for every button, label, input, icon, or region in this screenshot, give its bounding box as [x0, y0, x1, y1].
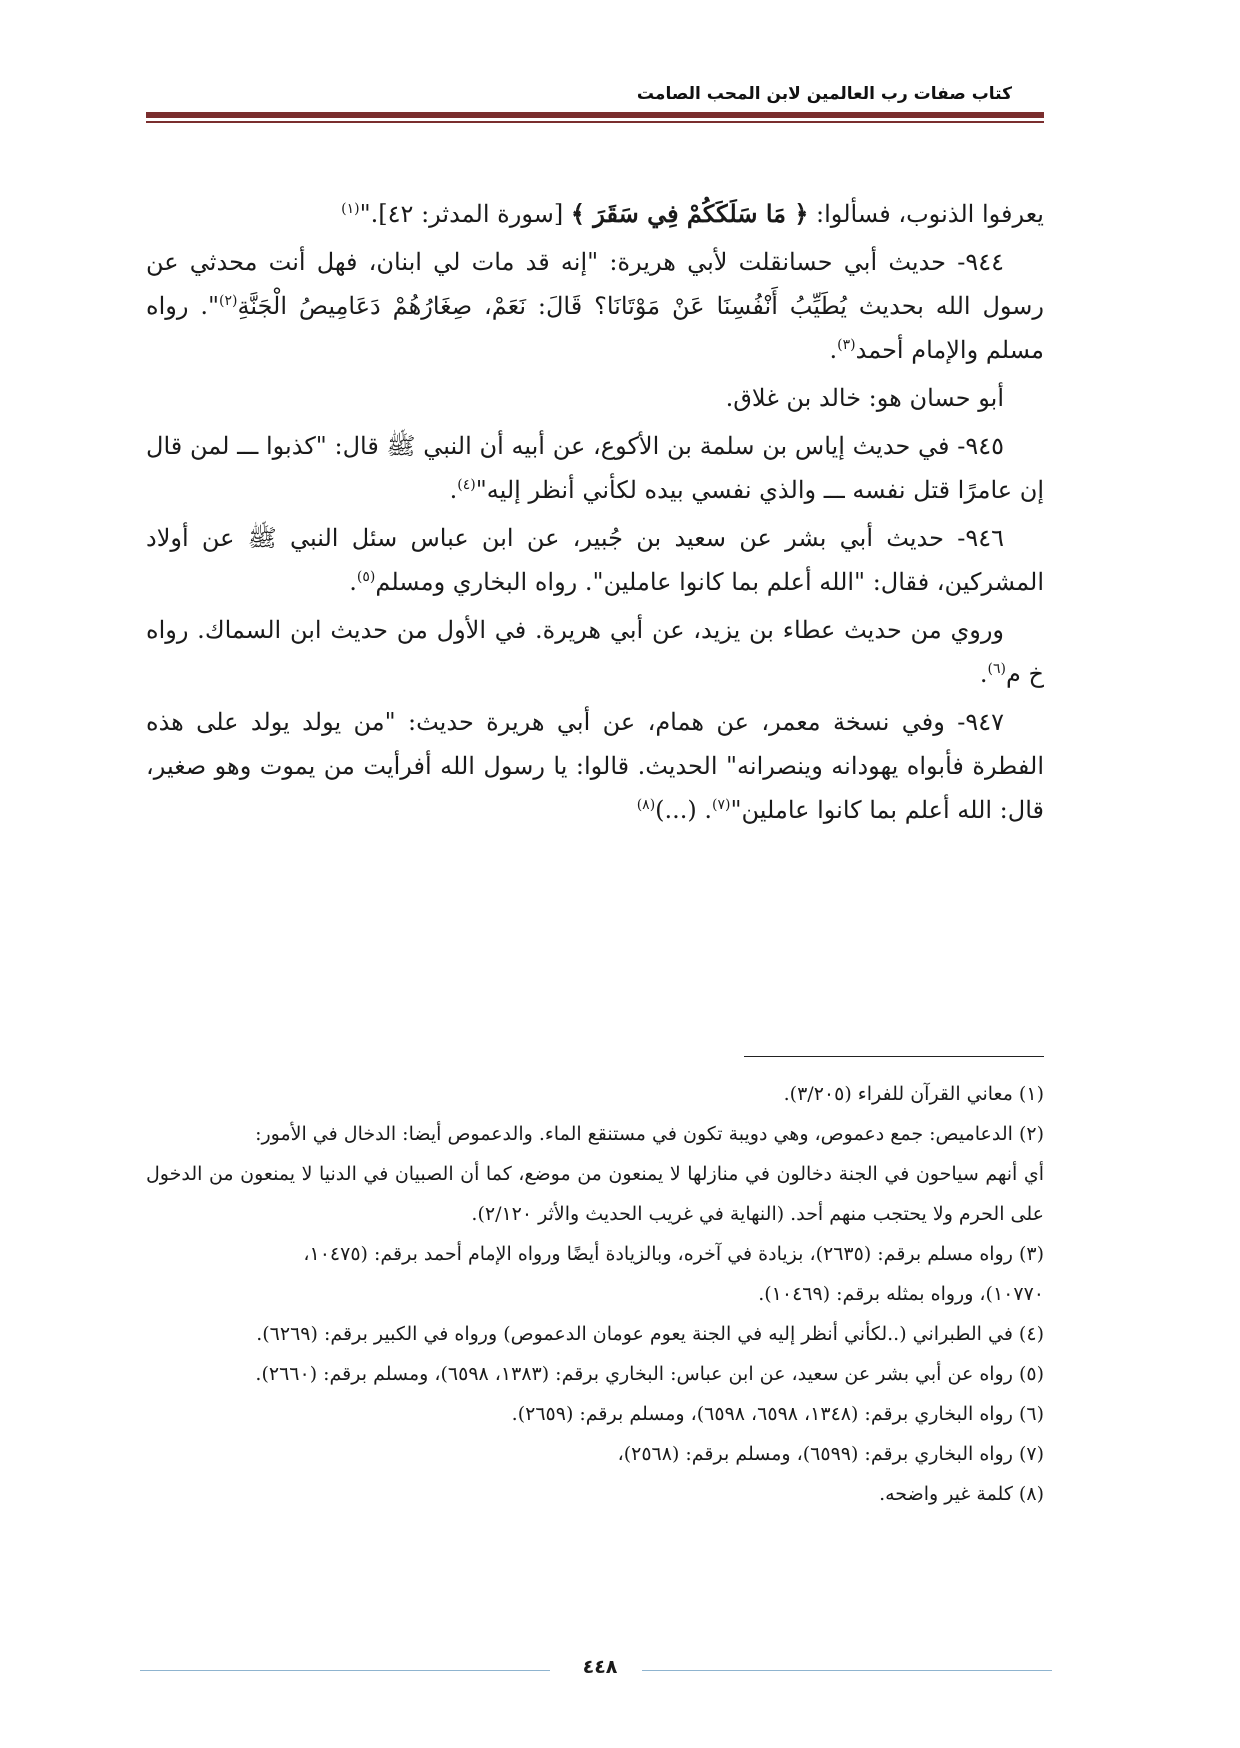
- footnote-ref-7: (٧): [712, 797, 731, 813]
- footer-rule-right: [642, 1670, 1052, 1671]
- footnote-7: (٧) رواه البخاري برقم: (٦٥٩٩)، ومسلم برقم: (٢٥٦٨)،: [617, 1443, 1044, 1465]
- footnote-5: (٥) رواه عن أبي بشر عن سعيد، عن ابن عباس: البخاري برقم: (١٣٨٣، ٦٥٩٨)، ومسلم برقم: (٢٦٦٠).: [255, 1363, 1044, 1385]
- footnote-3-continued: ١٠٧٧٠)، ورواه بمثله برقم: (١٠٤٦٩).: [758, 1283, 1044, 1305]
- page-number: ٤٤٨: [582, 1656, 618, 1678]
- footnote-ref-2: (٢): [218, 293, 238, 309]
- paragraph-1: يعرفوا الذنوب، فسألوا: ﴿ مَا سَلَكَكُمْ فِي سَقَرَ ﴾ [سورة المدثر: ٤٢]."$^{(١)}$: [341, 199, 1044, 228]
- hadith-947: ٩٤٧- وفي نسخة معمر، عن همام، عن أبي هريرة حديث: "من يولد يولد على هذه الفطرة فأبواه يهودانه وينصرانه" الحديث. قالوا: يا رسول الله أفرأيت من يموت وهو صغير، قال: الله أعلم بما كانوا عاملين"$^{(٧)}$. (...)$^{(٨)}$: [146, 708, 1044, 824]
- footnote-ref-6: (٦): [987, 661, 1007, 677]
- footnote-ref-3: (٣): [837, 337, 856, 353]
- main-text: [146, 192, 1044, 836]
- narration-note: وروي من حديث عطاء بن يزيد، عن أبي هريرة. في الأول من حديث ابن السماك. رواه خ م$^{(٦)}$.: [146, 616, 1044, 688]
- footnote-ref-4: (٤): [457, 477, 476, 493]
- header-rule: [146, 112, 1044, 118]
- footnote-ref-8: (٨): [636, 797, 656, 813]
- footer-rule-left: [140, 1670, 550, 1671]
- footnote-1: (١) معاني القرآن للفراء (٣/٢٠٥).: [783, 1083, 1044, 1105]
- footnote-ref-1: (١): [341, 201, 360, 217]
- footnote-ref-5: (٥): [356, 569, 376, 585]
- hadith-945: ٩٤٥- في حديث إياس بن سلمة بن الأكوع، عن أبيه أن النبي ﷺ قال: "كذبوا ـــ لمن قال إن عامرًا قتل نفسه ـــ والذي نفسي بيده لكأني أنظر إليه"$^{(٤)}$.: [146, 432, 1044, 504]
- footnote-2-continued: أي أنهم سياحون في الجنة دخالون في منازلها لا يمنعون من موضع، كما أن الصبيان في الدنيا لا يمنعون من الدخول على الحرم ولا يحتجب منهم أحد. (النهاية في غريب الحديث والأثر ٢/١٢٠).: [146, 1163, 1044, 1225]
- footnote-4: (٤) في الطبراني (..لكأني أنظر إليه في الجنة يعوم عومان الدعموص) ورواه في الكبير برقم: (٦٢٦٩).: [256, 1323, 1044, 1345]
- footnote-8: (٨) كلمة غير واضحه.: [879, 1483, 1044, 1505]
- footnote-3: (٣) رواه مسلم برقم: (٢٦٣٥)، بزيادة في آخره، وبالزيادة أيضًا ورواه الإمام أحمد برقم: (١٠٤٧٥،: [303, 1243, 1044, 1265]
- footnote-6: (٦) رواه البخاري برقم: (١٣٤٨، ٦٥٩٨، ٦٥٩٨)، ومسلم برقم: (٢٦٥٩).: [511, 1403, 1044, 1425]
- quran-verse: ﴿ مَا سَلَكَكُمْ فِي سَقَرَ ﴾: [570, 199, 809, 228]
- header-rule-thin: [146, 121, 1044, 123]
- book-title: كتاب صفات رب العالمين لابن المحب الصامت: [636, 84, 1012, 104]
- hadith-946: ٩٤٦- حديث أبي بشر عن سعيد بن جُبير، عن ابن عباس سئل النبي ﷺ عن أولاد المشركين، فقال: "الله أعلم بما كانوا عاملين". رواه البخاري ومسلم$^{(٥)}$.: [146, 524, 1044, 596]
- footnotes: [146, 1074, 1044, 1514]
- footnote-separator: [744, 1056, 1044, 1057]
- hadith-944: ٩٤٤- حديث أبي حسانقلت لأبي هريرة: "إنه قد مات لي ابنان، فهل أنت محدثي عن رسول الله بحديث يُطَيِّبُ أَنْفُسِنَا عَنْ مَوْتَانَا؟ قَالَ: نَعَمْ، صِغَارُهُمْ دَعَامِيصُ الْجَنَّةِ$^{(٢)}$". رواه مسلم والإمام أحمد$^{(٣)}$.: [146, 248, 1044, 364]
- narrator-note: أبو حسان هو: خالد بن غلاق.: [725, 384, 1004, 412]
- footnote-2: (٢) الدعاميص: جمع دعموص، وهي دويبة تكون في مستنقع الماء. والدعموص أيضا: الدخال في الأمور:: [255, 1123, 1044, 1145]
